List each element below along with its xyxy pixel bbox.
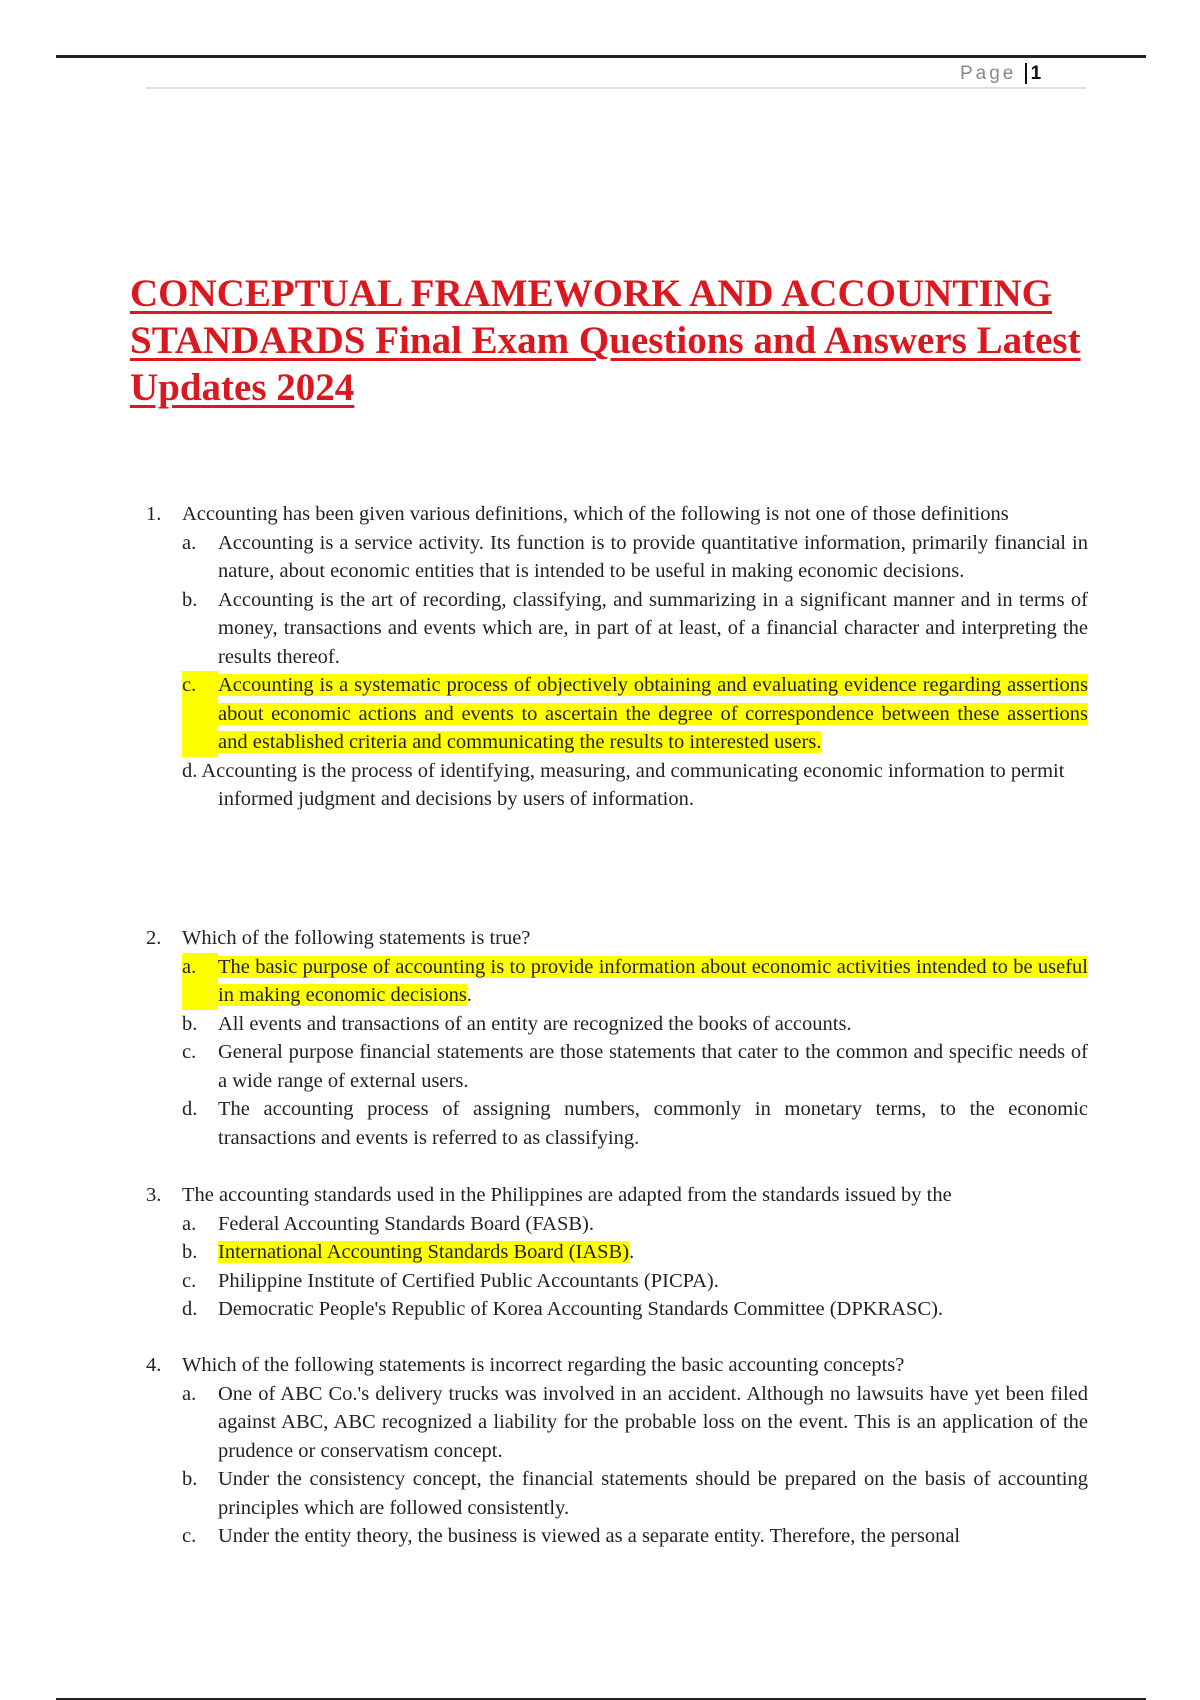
option-c — [182, 1522, 1088, 1551]
option-b — [182, 1465, 1088, 1522]
option-letter: c. — [182, 1525, 197, 1547]
document-title: CONCEPTUAL FRAMEWORK AND ACCOUNTING STANDARDS Final Exam Questions and Answers Latest Updates 2024 — [130, 272, 1081, 409]
option-text: The accounting process of assigning numbers, commonly in monetary terms, to the economic transactions and events is referred to as classifying. — [218, 1098, 1088, 1149]
option-letter: a. — [182, 1212, 197, 1235]
option-text: Democratic People's Republic of Korea Accounting Standards Committee (DPKRASC). — [218, 1298, 944, 1320]
option-a — [182, 1380, 1088, 1466]
header-rule — [56, 55, 1146, 58]
option-letter: c. — [182, 1041, 197, 1063]
option-letter: d. — [182, 759, 198, 782]
highlighted-answer-text: Accounting is a systematic process of objectively obtaining and evaluating evidence regarding assertions about economic actions and events to ascertain the degree of correspondence between these assertions and established criteria and communicating the results to interested users. — [218, 674, 1088, 753]
option-letter: a. — [182, 1382, 197, 1405]
question-number: 1. — [146, 503, 162, 525]
option-letter: c. — [182, 1269, 197, 1292]
question-2 — [146, 924, 1088, 1152]
question-text: Which of the following statements is true? — [182, 927, 531, 949]
option-letter: d. — [182, 1298, 198, 1320]
period: . — [629, 1241, 635, 1263]
option-b — [182, 1010, 1088, 1039]
option-letter: a. — [182, 953, 218, 1010]
option-b-answer — [182, 1238, 1088, 1267]
option-letter: b. — [182, 1012, 198, 1035]
option-b — [182, 586, 1088, 672]
option-text: One of ABC Co.'s delivery trucks was involved in an accident. Although no lawsuits have yet been filed against ABC, ABC recognized a liability for the probable loss on the event. This is an application of the prudence or conservatism concept. — [218, 1382, 1088, 1462]
page-label: Page — [960, 63, 1017, 84]
question-number: 2. — [146, 927, 162, 949]
option-d — [182, 1295, 1088, 1324]
option-d — [182, 757, 1088, 814]
option-text: Accounting is a service activity. Its function is to provide quantitative information, primarily financial in nature, about economic entities that is intended to be useful in making economic decisions. — [218, 531, 1088, 582]
option-c — [182, 1038, 1088, 1095]
question-1 — [146, 500, 1088, 814]
option-text: Under the consistency concept, the financial statements should be prepared on the basis of accounting principles which are followed consistently. — [218, 1468, 1088, 1519]
option-letter: d. — [182, 1098, 198, 1120]
highlighted-answer-text: International Accounting Standards Board (IASB) — [218, 1241, 630, 1263]
question-number: 4. — [146, 1354, 162, 1376]
option-text: Accounting is the process of identifying, measuring, and communicating economic information to permit informed judgment and decisions by users of information. — [201, 759, 1065, 810]
option-text: Under the entity theory, the business is viewed as a separate entity. Therefore, the personal — [218, 1525, 961, 1547]
option-a — [182, 529, 1088, 586]
highlighted-answer-text: The basic purpose of accounting is to provide information about economic activities intended to be useful in making economic decisions — [218, 955, 1088, 1006]
question-number: 3. — [146, 1184, 162, 1206]
option-text: All events and transactions of an entity are recognized the books of accounts. — [218, 1012, 852, 1035]
option-text: Federal Accounting Standards Board (FASB). — [218, 1212, 594, 1235]
period: . — [466, 984, 472, 1006]
option-c-answer — [182, 671, 1088, 757]
option-letter: b. — [182, 1241, 198, 1263]
option-c — [182, 1267, 1088, 1296]
question-text: The accounting standards used in the Philippines are adapted from the standards issued by the — [182, 1184, 952, 1206]
option-letter: b. — [182, 1468, 198, 1490]
option-letter: a. — [182, 531, 197, 554]
question-3 — [146, 1181, 1088, 1324]
option-text: Philippine Institute of Certified Public Accountants (PICPA). — [218, 1269, 719, 1292]
option-a-answer — [182, 953, 1088, 1010]
option-a — [182, 1210, 1088, 1239]
page-number — [960, 63, 1041, 85]
option-text: General purpose financial statements are those statements that cater to the common and specific needs of a wide range of external users. — [218, 1041, 1088, 1092]
option-text: Accounting is the art of recording, classifying, and summarizing in a significant manner and in terms of money, transactions and events which are, in part of at least, of a financial character and interpreting the results thereof. — [218, 588, 1088, 668]
header-divider — [146, 87, 1086, 89]
option-letter: b. — [182, 588, 198, 611]
question-4 — [146, 1351, 1088, 1551]
question-text: Which of the following statements is incorrect regarding the basic accounting concepts? — [182, 1354, 905, 1376]
page-number-value: 1 — [1025, 63, 1042, 84]
option-d — [182, 1095, 1088, 1152]
question-text: Accounting has been given various definitions, which of the following is not one of those definitions — [182, 503, 1009, 525]
option-letter: c. — [182, 671, 218, 757]
